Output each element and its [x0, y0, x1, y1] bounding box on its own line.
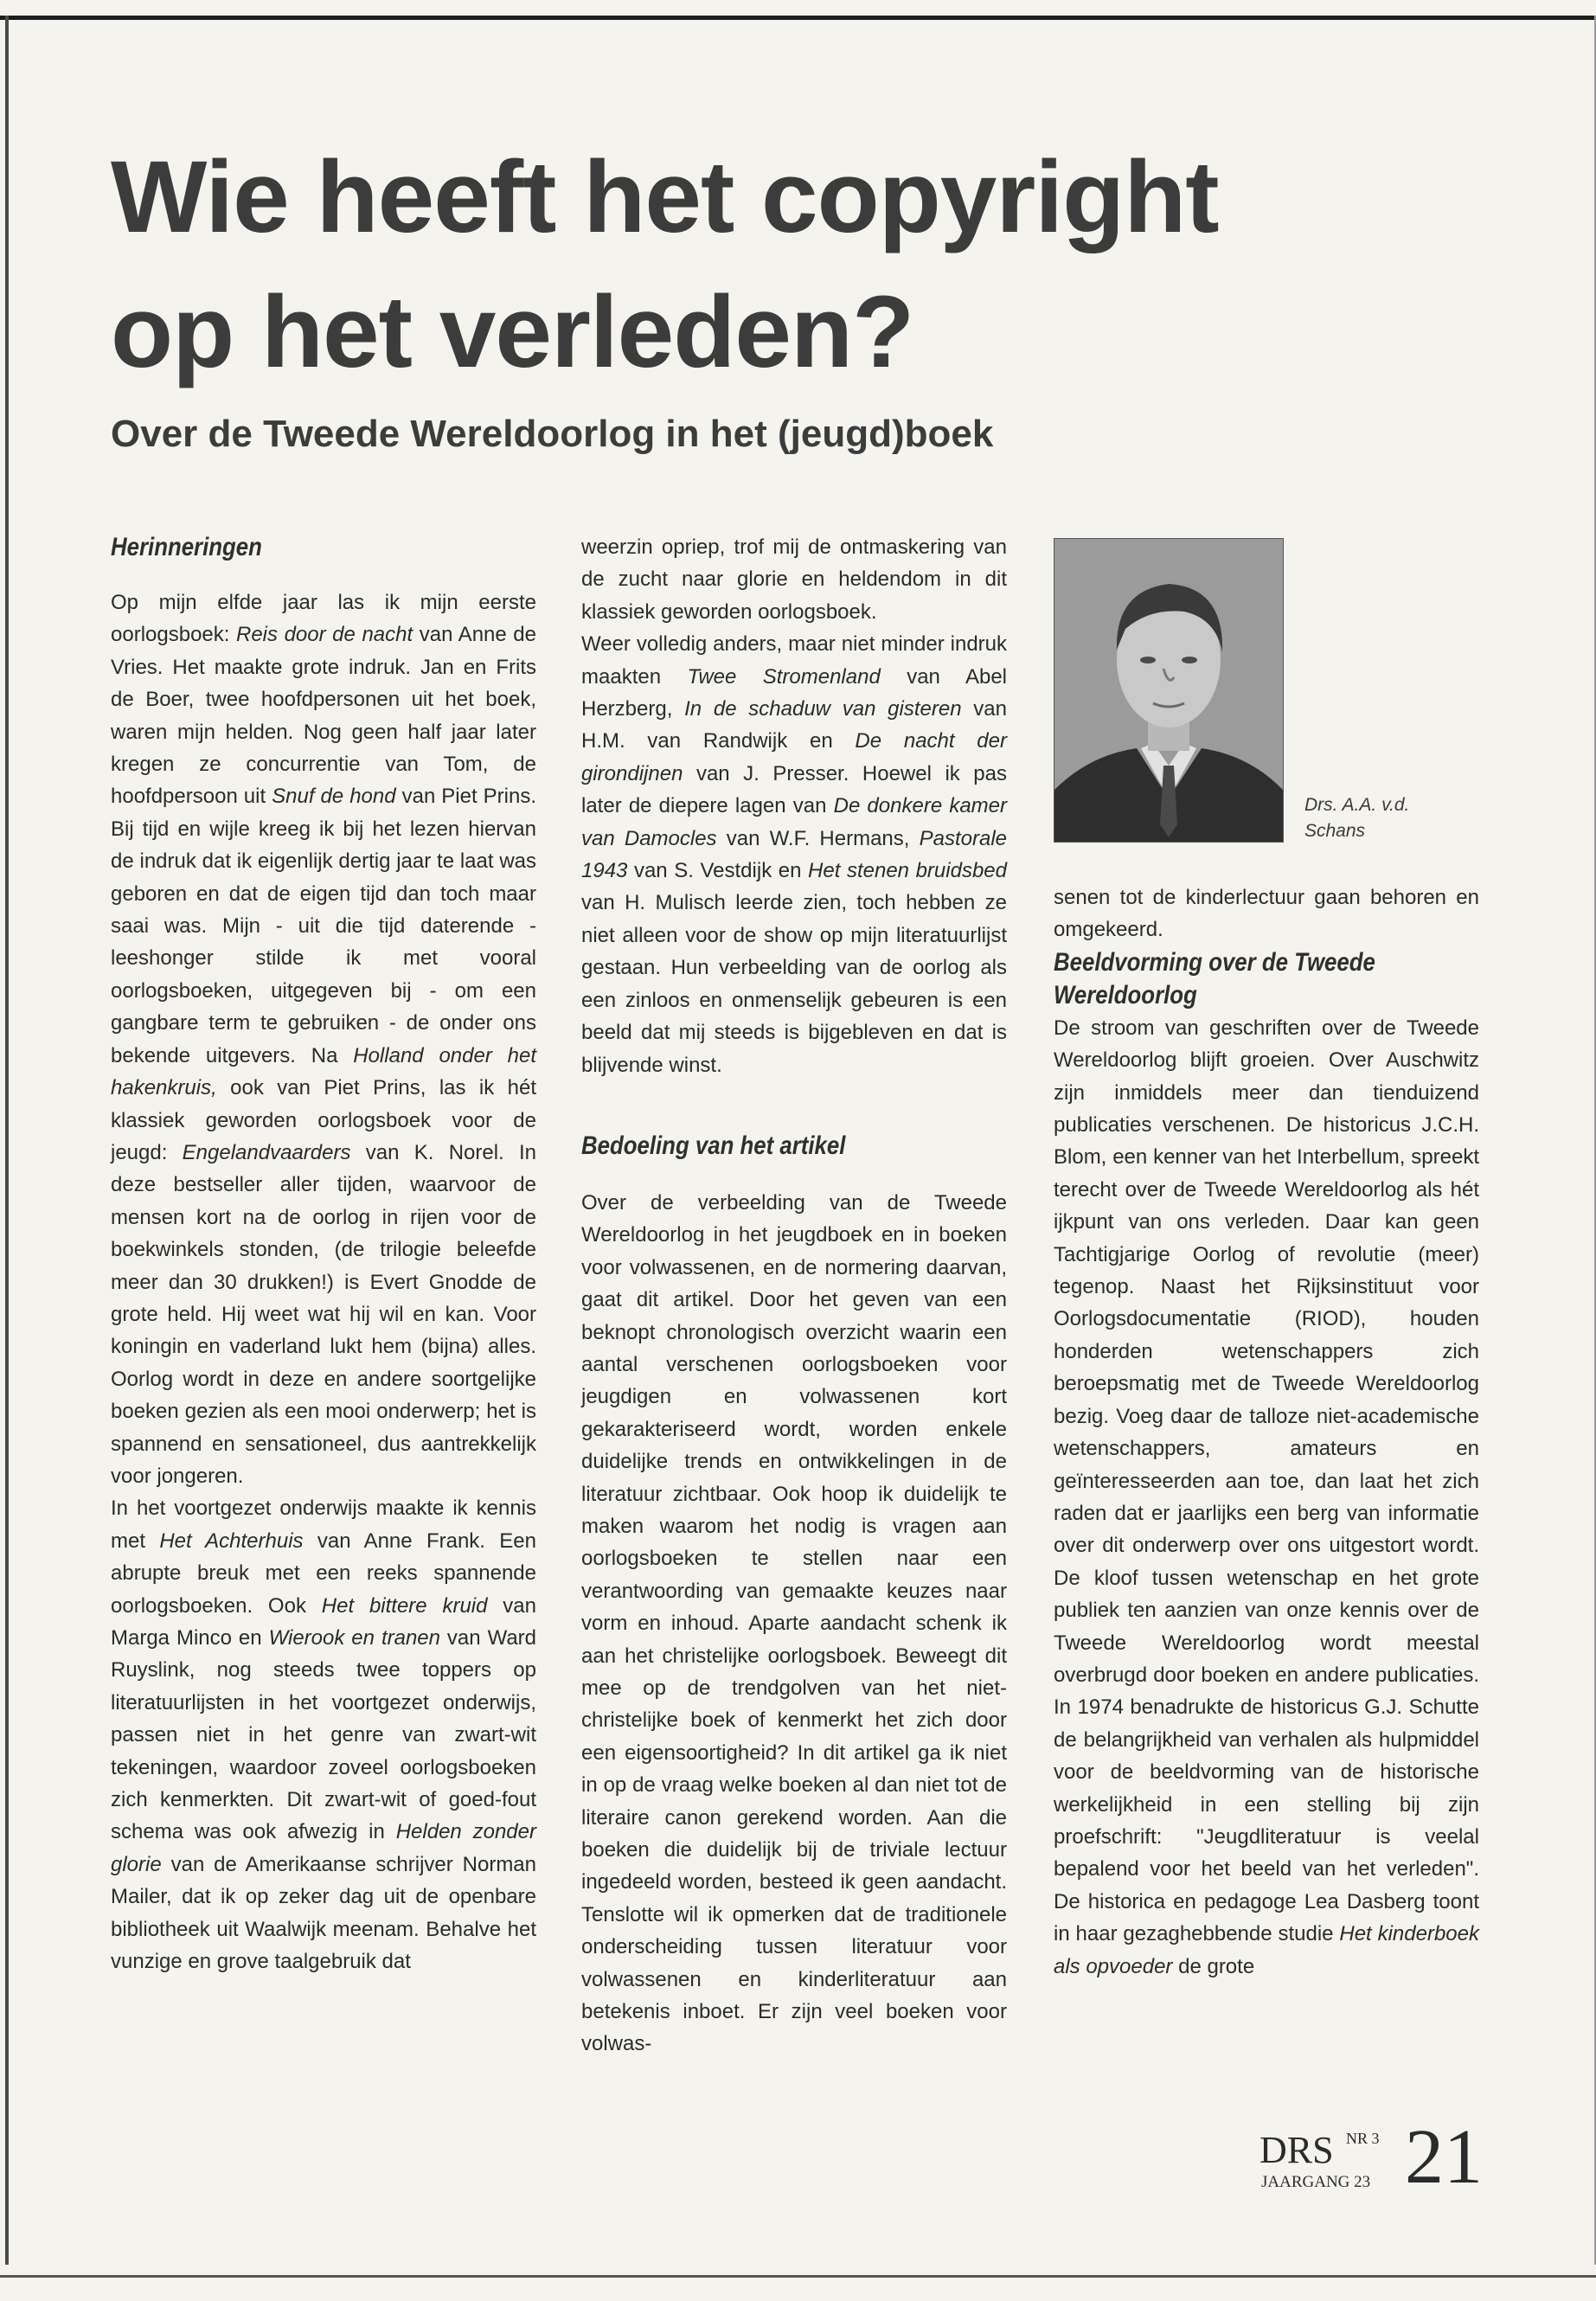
article-title — [111, 130, 1495, 400]
text-run: De stroom van geschriften over de Tweede Wereldoorlog blijft groeien. Over Auschwitz zijn inmiddels meer dan tienduizend publicaties verschenen. De historicus J.C.H. Blom, een kenner van het Interbellum, spreekt terecht over de Tweede Wereldoorlog als hét ijkpunt van ons verleden. Daar kan geen Tachtigjarige Oorlog of revolutie (meer) tegenop. Naast het Rijksinstituut voor Oorlogsdocumentatie (RIOD), houden honderden wetenschappers zich beroepsmatig met de Tweede Wereldoorlog bezig. Voeg daar de talloze niet-academische wetenschappers, amateurs en geïnteresseerden aan toe, dan laat het zich raden dat er jaarlijks een berg van informatie over dit onderwerp over ons uitgestort wordt. De kloof tussen wetenschap en het grote publiek ten aanzien van onze kennis over de Tweede Wereldoorlog wordt meestal overbrugd door boeken en andere publicaties. In 1974 benadrukte de historicus G.J. Schutte de belangrijkheid van verhalen als hulpmiddel voor de beeldvorming van de historische werkelijkheid in een stelling bij zijn proefschrift: "Jeugdliteratuur is veelal bepalend voor het beeld van het verleden". De historica en pedagoge Lea Dasberg toont in haar gezaghebbende studie — [1054, 1016, 1479, 1946]
col2-paragraph-1: weerzin opriep, trof mij de ontmaskering van de zucht naar glorie en heldendom in dit klassiek geworden oorlogsboek. — [581, 535, 1007, 624]
book-title: Helden zonder glorie — [111, 1820, 536, 1876]
heading-herinneringen: Herinneringen — [111, 533, 262, 561]
col1-paragraph-1 — [111, 586, 536, 1492]
column-3 — [1054, 881, 1479, 1983]
book-title: Snuf de hond — [272, 785, 396, 809]
issue-number: NR 3 — [1346, 2130, 1380, 2147]
text-run: van S. Vestdijk en — [627, 859, 809, 883]
text-run: Op mijn elfde jaar las ik mijn eerste oorlogsboek: — [111, 591, 536, 647]
col1-paragraph-2 — [111, 1492, 536, 1977]
column-1 — [111, 519, 536, 1977]
article-subtitle: Over de Tweede Wereldoorlog in het (jeugd)boek — [111, 413, 994, 455]
page-border-bottom — [0, 2275, 1596, 2278]
page-border-left — [5, 16, 9, 2265]
text-run: van Ward Ruyslink, nog steeds twee toppers op literatuurlijsten in het voortgezet onderwijs, passen niet in het genre van zwart-wit tekeningen, waardoor zoveel oorlogsboeken zich kenmerkten. Dit zwart-wit of goed-fout schema was ook afwezig in — [111, 1626, 537, 1844]
portrait-illustration — [1054, 539, 1283, 842]
col3-paragraph-2 — [1054, 1012, 1479, 1983]
caption-line-2: Schans — [1304, 821, 1366, 841]
text-run: In het voortgezet onderwijs maakte ik kennis met — [111, 1497, 536, 1553]
col2-paragraph-3: Over de verbeelding van de Tweede Wereldoorlog in het jeugdboek en in boeken voor volwassenen, en de normering daarvan, gaat dit artikel. Door het geven van een beknopt chronologisch overzicht waarin een aantal verschenen oorlogsboeken voor jeugdigen en volwassenen kort gekarakteriseerd wordt, worden enkele duidelijke trends en ontwikkelingen in de literatuur zichtbaar. Ook hoop ik duidelijk te maken waarom het nodig is vragen aan oorlogsboeken te stellen naar een verantwoording van gemaakte keuzes naar vorm en inhoud. Aparte aandacht schenk ik aan het christelijke oorlogsboek. Beweegt dit mee op de trendgolven van het niet-christelijke boek of kenmerkt het zich door een eigensoortigheid? In dit artikel ga ik niet in op de vraag welke boeken al dan niet tot de literaire canon gerekend worden. Aan die boeken die duidelijk bij de triviale lectuur ingedeeld worden, besteed ik geen aandacht. Tenslotte wil ik opmerken dat de traditionele onderscheiding tussen literatuur voor volwassenen en kinderliteratuur aan betekenis inboet. Er zijn veel boeken voor volwas- — [581, 1190, 1007, 2056]
text-run: van Piet Prins. Bij tijd en wijle kreeg ik bij het lezen hiervan de indruk dat ik eigenlijk dertig jaar te laat was geboren en dat de eigen tijd dan toch maar saai was. Mijn - uit die tijd daterende - leeshonger stilde ik met vooral oorlogsboeken, uitgegeven bij - om een gangbare term te gebruiken - de onder ons bekende uitgevers. Na — [111, 785, 537, 1067]
title-line-2: op het verleden? — [111, 275, 914, 389]
book-title: De donkere kamer van Damocles — [581, 794, 1007, 850]
book-title: Engelandvaarders — [182, 1140, 351, 1164]
text-run: van H.M. van Randwijk en — [581, 697, 1007, 753]
text-run: ook van Piet Prins, las ik hét klassiek geworden oorlogsboek voor de jeugd: — [111, 1076, 536, 1164]
text-run: de grote — [1172, 1954, 1255, 1978]
volume-year: JAARGANG 23 — [1261, 2173, 1371, 2191]
col3-paragraph-1: senen tot de kinderlectuur gaan behoren en omgekeerd. — [1054, 886, 1479, 942]
heading-bedoeling: Bedoeling van het artikel — [581, 1131, 846, 1160]
column-2 — [581, 531, 1007, 2061]
book-title: Het kinderboek als opvoeder — [1054, 1922, 1479, 1978]
page-footer — [1259, 2114, 1484, 2220]
text-run: van Marga Minco en — [111, 1593, 536, 1650]
title-line-1: Wie heeft het copyright — [111, 140, 1219, 254]
text-run: van J. Presser. Hoewel ik pas later de diepere lagen van — [581, 761, 1007, 818]
text-run: van K. Norel. In deze bestseller aller tijden, waarvoor de mensen kort na de oorlog in rijen voor de boekwinkels stonden, (de trilogie beleefde meer dan 30 drukken!) is Evert Gnodde de grote held. Hij weet wat hij wil en kan. Voor koningin en vaderland lukt hem (bijna) alles. Oorlog wordt in deze en andere soortgelijke boeken gezien als een mooi onderwerp; het is spannend en sensationeel, dus aantrekkelijk voor jongeren. — [111, 1140, 536, 1488]
col2-paragraph-2 — [581, 628, 1007, 1081]
text-run: van H. Mulisch leerde zien, toch hebben ze niet alleen voor de show op mijn literatuurlijst gestaan. Hun verbeelding van de oorlog als een zinloos en onmenselijk gebeuren is een beeld dat mij steeds is bijgebleven en dat is blijvende winst. — [581, 891, 1007, 1077]
text-run: Weer volledig anders, maar niet minder indruk maakten — [581, 632, 1007, 689]
heading-beeldvorming: Beeldvorming over de Tweede Wereldoorlog — [1054, 947, 1375, 1009]
caption-line-1: Drs. A.A. v.d. — [1304, 795, 1410, 815]
text-run: van Anne de Vries. Het maakte grote indruk. Jan en Frits de Boer, twee hoofdpersonen uit het boek, waren mijn helden. Nog geen half jaar later kregen ze concurrentie van Tom, de hoofdpersoon uit — [111, 623, 536, 809]
photo-caption — [1304, 792, 1477, 844]
book-title: In de schaduw van gisteren — [684, 697, 962, 721]
book-title: Het bittere kruid — [321, 1593, 488, 1618]
text-run: van de Amerikaanse schrijver Norman Mailer, dat ik op zeker dag uit de openbare bibliotheek uit Waalwijk meenam. Behalve het vunzige en grove taalgebruik dat — [111, 1852, 536, 1974]
book-title: Reis door de nacht — [236, 623, 413, 647]
magazine-brand: DRS — [1259, 2129, 1334, 2171]
text-run: van Anne Frank. Een abrupte breuk met een reeks spannende oorlogsboeken. Ook — [111, 1529, 536, 1618]
book-title: Wierook en tranen — [268, 1626, 440, 1650]
page-number: 21 — [1405, 2114, 1483, 2200]
book-title: Het Achterhuis — [159, 1529, 304, 1553]
author-photo — [1054, 538, 1284, 843]
book-title: Het stenen bruidsbed — [808, 859, 1007, 883]
text-run: van W.F. Hermans, — [716, 826, 920, 850]
book-title: De nacht der girondijnen — [581, 729, 1007, 785]
book-title: Holland onder het hakenkruis, — [111, 1043, 536, 1100]
book-title: Twee Stromenland — [687, 664, 881, 689]
page-border-top — [0, 16, 1596, 20]
book-title: Pastorale 1943 — [581, 826, 1007, 883]
text-run: van Abel Herzberg, — [581, 664, 1007, 721]
